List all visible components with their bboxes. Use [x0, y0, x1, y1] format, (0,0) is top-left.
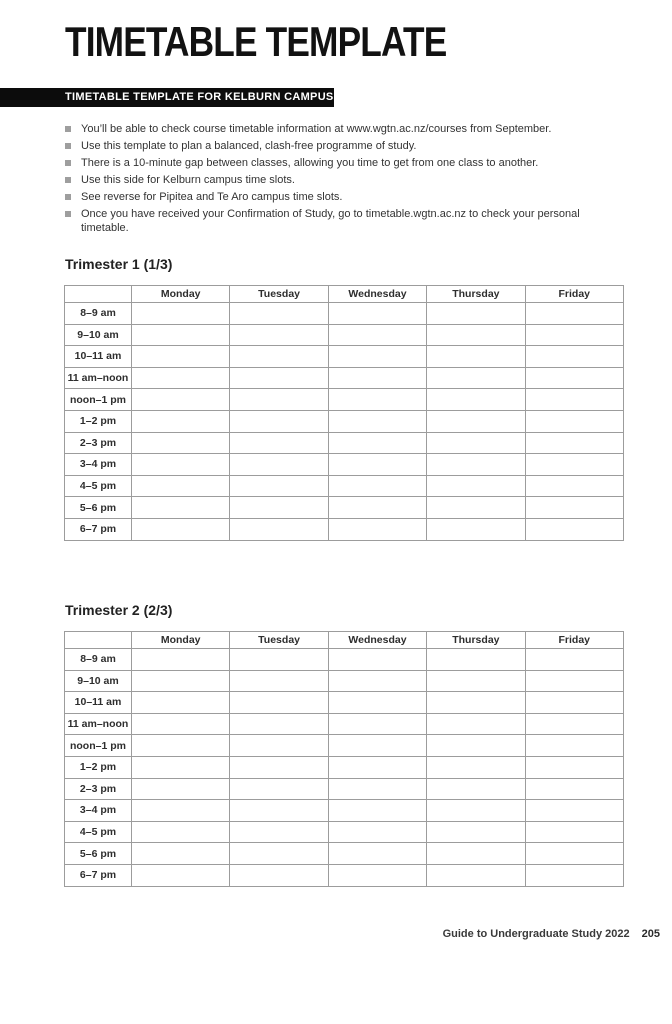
timetable-cell-empty: [132, 649, 230, 671]
timetable-cell-empty: [328, 800, 426, 822]
time-slot-label: 3–4 pm: [65, 800, 132, 822]
day-header-friday: Friday: [525, 286, 623, 303]
timetable-row: [65, 649, 624, 671]
page-number: 205: [641, 928, 660, 940]
timetable-cell-empty: [132, 735, 230, 757]
timetable-cell-empty: [427, 756, 525, 778]
timetable-cell-empty: [132, 692, 230, 714]
timetable-cell-empty: [427, 800, 525, 822]
timetable-cell-empty: [132, 756, 230, 778]
timetable-cell-empty: [230, 713, 328, 735]
timetable-cell-empty: [230, 475, 328, 497]
timetable-cell-empty: [525, 303, 623, 325]
timetable-cell-empty: [328, 518, 426, 540]
timetable-cell-empty: [230, 303, 328, 325]
day-header-thursday: Thursday: [427, 632, 525, 649]
timetable-cell-empty: [328, 432, 426, 454]
timetable-cell-empty: [525, 410, 623, 432]
timetable-cell-empty: [328, 649, 426, 671]
timetable-cell-empty: [525, 778, 623, 800]
timetable-cell-empty: [525, 454, 623, 476]
timetable-cell-empty: [525, 389, 623, 411]
bullet-text: See reverse for Pipitea and Te Aro campus time slots.: [81, 191, 343, 203]
time-slot-label: noon–1 pm: [65, 735, 132, 757]
bullet-text: Use this template to plan a balanced, clash-free programme of study.: [81, 140, 417, 152]
bullet-item: [65, 207, 617, 235]
timetable-cell-empty: [525, 432, 623, 454]
timetable-cell-empty: [427, 432, 525, 454]
timetable-cell-empty: [230, 454, 328, 476]
timetable-row: [65, 389, 624, 411]
time-slot-label: 10–11 am: [65, 692, 132, 714]
timetable-header-row: [65, 286, 624, 303]
trimester-2-section: [64, 603, 624, 887]
bullet-square-icon: [65, 143, 71, 149]
timetable-cell-empty: [132, 800, 230, 822]
timetable-cell-empty: [132, 475, 230, 497]
timetable-cell-empty: [328, 475, 426, 497]
timetable-cell-empty: [230, 756, 328, 778]
timetable-cell-empty: [132, 303, 230, 325]
timetable-cell-empty: [427, 475, 525, 497]
timetable-row: [65, 800, 624, 822]
timetable-cell-empty: [132, 367, 230, 389]
timetable-cell-empty: [132, 778, 230, 800]
timetable-cell-empty: [230, 346, 328, 368]
trimester-2-table: [64, 631, 624, 887]
time-slot-label: 8–9 am: [65, 649, 132, 671]
bullet-square-icon: [65, 177, 71, 183]
timetable-row: [65, 367, 624, 389]
timetable-cell-empty: [230, 864, 328, 886]
timetable-cell-empty: [525, 518, 623, 540]
timetable-cell-empty: [328, 670, 426, 692]
timetable-cell-empty: [132, 324, 230, 346]
time-slot-label: 3–4 pm: [65, 454, 132, 476]
timetable-row: [65, 735, 624, 757]
timetable-row: [65, 713, 624, 735]
timetable-cell-empty: [427, 821, 525, 843]
timetable-cell-empty: [525, 864, 623, 886]
timetable-cell-empty: [230, 432, 328, 454]
time-slot-label: 4–5 pm: [65, 475, 132, 497]
timetable-cell-empty: [525, 735, 623, 757]
timetable-cell-empty: [427, 497, 525, 519]
day-header-monday: Monday: [132, 632, 230, 649]
timetable-cell-empty: [525, 324, 623, 346]
timetable-cell-empty: [132, 432, 230, 454]
bullet-square-icon: [65, 126, 71, 132]
timetable-cell-empty: [230, 778, 328, 800]
trimester-1-section: [64, 257, 624, 541]
bullet-item: [65, 139, 617, 153]
timetable-row: [65, 518, 624, 540]
timetable-cell-empty: [427, 735, 525, 757]
time-slot-label: 5–6 pm: [65, 497, 132, 519]
timetable-row: [65, 432, 624, 454]
timetable-row: [65, 497, 624, 519]
time-slot-label: 9–10 am: [65, 670, 132, 692]
timetable-cell-empty: [427, 692, 525, 714]
timetable-cell-empty: [132, 713, 230, 735]
timetable-cell-empty: [525, 756, 623, 778]
timetable-cell-empty: [427, 454, 525, 476]
timetable-cell-empty: [427, 346, 525, 368]
bullet-item: [65, 190, 617, 204]
timetable-cell-empty: [427, 367, 525, 389]
bullet-square-icon: [65, 160, 71, 166]
day-header-monday: Monday: [132, 286, 230, 303]
timetable-cell-empty: [427, 518, 525, 540]
day-header-tuesday: Tuesday: [230, 632, 328, 649]
bullet-text: There is a 10-minute gap between classes, allowing you time to get from one class to another.: [81, 157, 539, 169]
time-slot-label: 4–5 pm: [65, 821, 132, 843]
timetable-cell-empty: [525, 346, 623, 368]
timetable-cell-empty: [427, 843, 525, 865]
timetable-cell-empty: [328, 324, 426, 346]
timetable-cell-empty: [132, 346, 230, 368]
page-footer: [443, 928, 660, 940]
bullet-text: Use this side for Kelburn campus time slots.: [81, 174, 295, 186]
time-slot-label: 6–7 pm: [65, 864, 132, 886]
timetable-cell-empty: [132, 410, 230, 432]
time-slot-label: 9–10 am: [65, 324, 132, 346]
bullet-list: [65, 122, 617, 235]
timetable-cell-empty: [132, 821, 230, 843]
timetable-cell-empty: [427, 864, 525, 886]
time-slot-label: noon–1 pm: [65, 389, 132, 411]
time-slot-label: 1–2 pm: [65, 410, 132, 432]
page-title: TIMETABLE TEMPLATE: [65, 18, 447, 65]
bullet-item: [65, 122, 617, 136]
timetable-cell-empty: [328, 346, 426, 368]
timetable-cell-empty: [132, 497, 230, 519]
time-slot-label: 11 am–noon: [65, 713, 132, 735]
timetable-cell-empty: [132, 518, 230, 540]
timetable-row: [65, 778, 624, 800]
footer-text: Guide to Undergraduate Study 2022: [442, 928, 630, 940]
timetable-cell-empty: [230, 800, 328, 822]
timetable-row: [65, 864, 624, 886]
timetable-cell-empty: [328, 843, 426, 865]
timetable-cell-empty: [230, 821, 328, 843]
timetable-cell-empty: [427, 389, 525, 411]
timetable-row: [65, 692, 624, 714]
time-slot-label: 1–2 pm: [65, 756, 132, 778]
timetable-cell-empty: [427, 649, 525, 671]
timetable-cell-empty: [427, 303, 525, 325]
trimester-1-heading: Trimester 1 (1/3): [65, 256, 173, 272]
timetable-cell-empty: [525, 367, 623, 389]
timetable-cell-empty: [525, 821, 623, 843]
time-slot-label: 2–3 pm: [65, 778, 132, 800]
timetable-header-row: [65, 632, 624, 649]
timetable-cell-empty: [132, 670, 230, 692]
timetable-cell-empty: [230, 324, 328, 346]
timetable-cell-empty: [132, 454, 230, 476]
timetable-cell-empty: [328, 713, 426, 735]
timetable-cell-empty: [427, 778, 525, 800]
timetable-cell-empty: [525, 713, 623, 735]
corner-cell: [65, 632, 132, 649]
timetable-cell-empty: [427, 410, 525, 432]
timetable-cell-empty: [328, 410, 426, 432]
timetable-row: [65, 410, 624, 432]
timetable-cell-empty: [230, 389, 328, 411]
section-banner-text: TIMETABLE TEMPLATE FOR KELBURN CAMPUS: [65, 91, 334, 103]
timetable-cell-empty: [427, 713, 525, 735]
day-header-friday: Friday: [525, 632, 623, 649]
timetable-row: [65, 475, 624, 497]
time-slot-label: 5–6 pm: [65, 843, 132, 865]
timetable-cell-empty: [525, 843, 623, 865]
timetable-row: [65, 346, 624, 368]
timetable-cell-empty: [525, 649, 623, 671]
timetable-row: [65, 843, 624, 865]
day-header-wednesday: Wednesday: [328, 286, 426, 303]
trimester-1-table: [64, 285, 624, 541]
time-slot-label: 2–3 pm: [65, 432, 132, 454]
timetable-cell-empty: [132, 389, 230, 411]
bullet-item: [65, 156, 617, 170]
timetable-cell-empty: [132, 843, 230, 865]
timetable-cell-empty: [328, 735, 426, 757]
day-header-thursday: Thursday: [427, 286, 525, 303]
timetable-cell-empty: [328, 367, 426, 389]
timetable-cell-empty: [525, 692, 623, 714]
timetable-cell-empty: [328, 864, 426, 886]
bullet-text: Once you have received your Confirmation of Study, go to timetable.wgtn.ac.nz to check your personal timetable.: [81, 208, 580, 234]
timetable-cell-empty: [328, 692, 426, 714]
timetable-cell-empty: [525, 475, 623, 497]
timetable-row: [65, 821, 624, 843]
timetable-cell-empty: [230, 367, 328, 389]
timetable-row: [65, 454, 624, 476]
corner-cell: [65, 286, 132, 303]
section-banner: [0, 88, 334, 107]
timetable-cell-empty: [525, 497, 623, 519]
bullet-square-icon: [65, 211, 71, 217]
timetable-row: [65, 303, 624, 325]
timetable-cell-empty: [328, 389, 426, 411]
day-header-tuesday: Tuesday: [230, 286, 328, 303]
bullet-text: You’ll be able to check course timetable information at www.wgtn.ac.nz/courses from September.: [81, 123, 552, 135]
timetable-row: [65, 756, 624, 778]
timetable-cell-empty: [427, 324, 525, 346]
time-slot-label: 10–11 am: [65, 346, 132, 368]
timetable-cell-empty: [328, 497, 426, 519]
time-slot-label: 8–9 am: [65, 303, 132, 325]
timetable-cell-empty: [328, 821, 426, 843]
timetable-row: [65, 324, 624, 346]
bullet-square-icon: [65, 194, 71, 200]
timetable-cell-empty: [328, 303, 426, 325]
timetable-cell-empty: [525, 800, 623, 822]
timetable-cell-empty: [328, 778, 426, 800]
timetable-row: [65, 670, 624, 692]
timetable-cell-empty: [230, 692, 328, 714]
timetable-cell-empty: [230, 670, 328, 692]
timetable-cell-empty: [525, 670, 623, 692]
day-header-wednesday: Wednesday: [328, 632, 426, 649]
timetable-cell-empty: [328, 756, 426, 778]
timetable-cell-empty: [230, 843, 328, 865]
time-slot-label: 11 am–noon: [65, 367, 132, 389]
timetable-cell-empty: [328, 454, 426, 476]
trimester-2-heading: Trimester 2 (2/3): [65, 602, 173, 618]
timetable-cell-empty: [230, 649, 328, 671]
time-slot-label: 6–7 pm: [65, 518, 132, 540]
timetable-cell-empty: [230, 497, 328, 519]
timetable-cell-empty: [132, 864, 230, 886]
timetable-cell-empty: [230, 518, 328, 540]
timetable-cell-empty: [230, 410, 328, 432]
timetable-cell-empty: [230, 735, 328, 757]
bullet-item: [65, 173, 617, 187]
timetable-cell-empty: [427, 670, 525, 692]
